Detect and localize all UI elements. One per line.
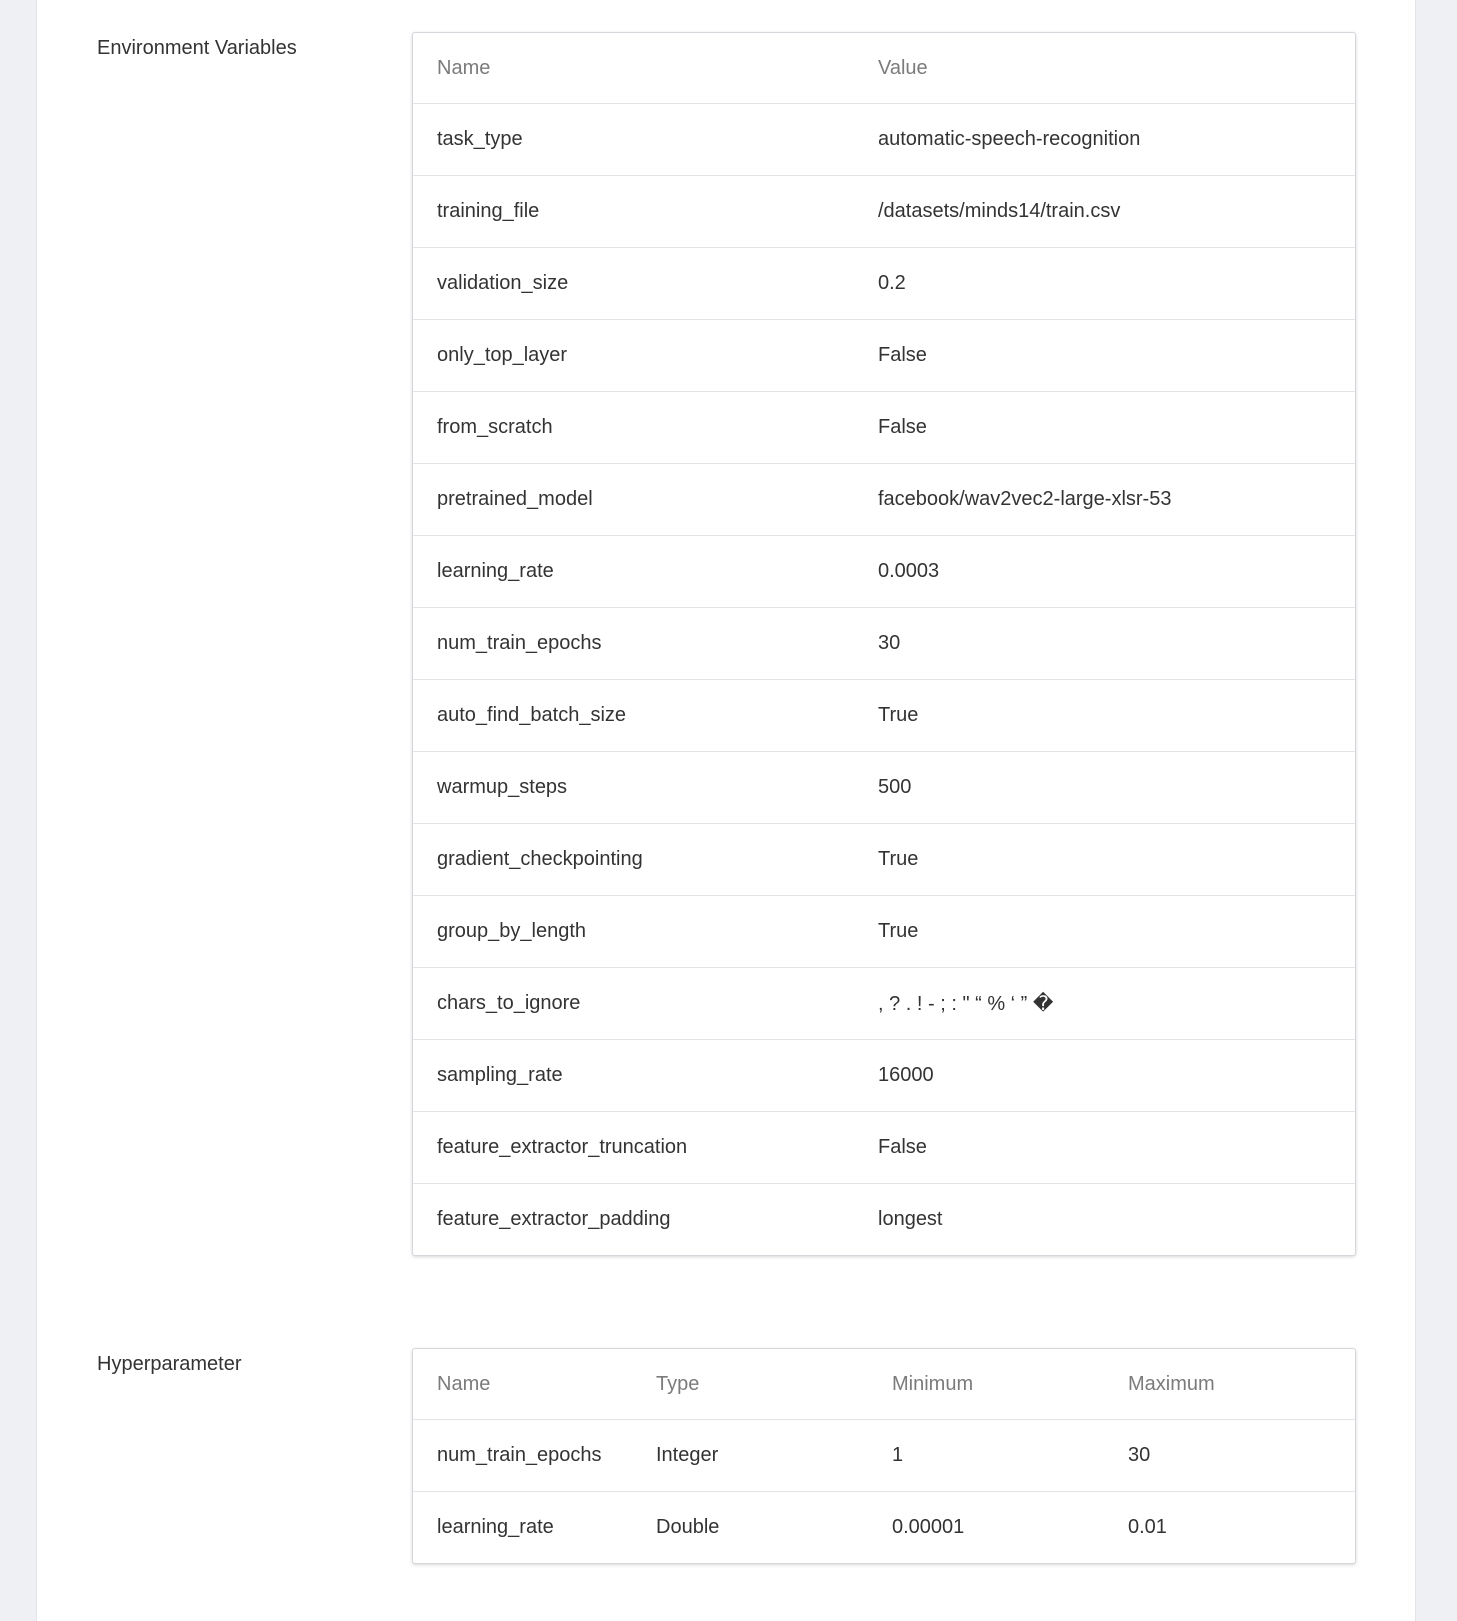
env-var-value: longest bbox=[878, 1208, 943, 1230]
env-var-name: validation_size bbox=[413, 248, 854, 320]
hyper-header-minimum: Minimum bbox=[868, 1349, 1104, 1420]
env-var-value: 30 bbox=[854, 608, 1355, 680]
hyperparameter-section-label: Hyperparameter bbox=[97, 1353, 242, 1375]
hyperparameter-minimum: 0.00001 bbox=[892, 1516, 965, 1538]
env-var-value: automatic-speech-recognition bbox=[854, 104, 1355, 176]
hyperparameter-name: num_train_epochs bbox=[413, 1420, 632, 1492]
env-var-name: feature_extractor_padding bbox=[437, 1208, 671, 1230]
env-var-name: only_top_layer bbox=[413, 320, 854, 392]
hyperparameter-type: Double bbox=[656, 1516, 720, 1538]
table-row bbox=[413, 536, 1355, 608]
table-row bbox=[413, 104, 1355, 176]
table-row bbox=[413, 896, 1355, 968]
env-var-value: True bbox=[854, 824, 1355, 896]
hyperparameter-maximum: 30 bbox=[1104, 1420, 1355, 1492]
hyperparameter-table-card bbox=[412, 1348, 1356, 1564]
content-panel bbox=[36, 0, 1416, 1621]
env-var-value: 0.2 bbox=[854, 248, 1355, 320]
env-var-value: facebook/wav2vec2-large-xlsr-53 bbox=[854, 464, 1355, 536]
env-var-name: learning_rate bbox=[413, 536, 854, 608]
hyperparameter-maximum: 0.01 bbox=[1128, 1516, 1167, 1538]
table-row bbox=[413, 392, 1355, 464]
table-row bbox=[413, 464, 1355, 536]
table-row bbox=[413, 1184, 1355, 1256]
hyperparameter-table bbox=[413, 1349, 1355, 1563]
env-var-name: task_type bbox=[413, 104, 854, 176]
hyper-header-type: Type bbox=[632, 1349, 868, 1420]
env-var-value: False bbox=[854, 320, 1355, 392]
env-var-name: num_train_epochs bbox=[413, 608, 854, 680]
env-var-name: training_file bbox=[413, 176, 854, 248]
env-var-value: 16000 bbox=[854, 1040, 1355, 1112]
env-var-name: feature_extractor_truncation bbox=[413, 1112, 854, 1184]
env-var-name: pretrained_model bbox=[413, 464, 854, 536]
env-section-label: Environment Variables bbox=[97, 37, 297, 59]
table-row bbox=[413, 680, 1355, 752]
env-var-name: sampling_rate bbox=[413, 1040, 854, 1112]
env-variables-table-card bbox=[412, 32, 1356, 1256]
table-row bbox=[413, 824, 1355, 896]
table-row bbox=[413, 1112, 1355, 1184]
table-row bbox=[413, 1420, 1355, 1492]
env-header-name: Name bbox=[413, 33, 854, 104]
hyper-header-maximum: Maximum bbox=[1104, 1349, 1355, 1420]
env-var-name: group_by_length bbox=[413, 896, 854, 968]
env-var-value: True bbox=[854, 680, 1355, 752]
env-table-header-row bbox=[413, 33, 1355, 104]
hyper-header-name: Name bbox=[413, 1349, 632, 1420]
env-var-value: 0.0003 bbox=[854, 536, 1355, 608]
hyperparameter-minimum: 1 bbox=[868, 1420, 1104, 1492]
hyperparameter-type: Integer bbox=[632, 1420, 868, 1492]
env-var-value: , ? . ! - ; : " “ % ‘ ” � bbox=[854, 968, 1355, 1040]
env-var-value: 500 bbox=[854, 752, 1355, 824]
table-row bbox=[413, 1040, 1355, 1112]
env-var-value: False bbox=[854, 392, 1355, 464]
env-var-name: from_scratch bbox=[413, 392, 854, 464]
table-row bbox=[413, 248, 1355, 320]
env-var-name: auto_find_batch_size bbox=[413, 680, 854, 752]
hyperparameter-name: learning_rate bbox=[437, 1516, 554, 1538]
table-row bbox=[413, 968, 1355, 1040]
table-row bbox=[413, 1492, 1355, 1564]
table-row bbox=[413, 176, 1355, 248]
env-var-value: True bbox=[854, 896, 1355, 968]
hyperparameter-header-row bbox=[413, 1349, 1355, 1420]
env-var-value: /datasets/minds14/train.csv bbox=[854, 176, 1355, 248]
table-row bbox=[413, 608, 1355, 680]
table-row bbox=[413, 320, 1355, 392]
env-var-name: chars_to_ignore bbox=[413, 968, 854, 1040]
env-header-value: Value bbox=[854, 33, 1355, 104]
env-var-name: warmup_steps bbox=[413, 752, 854, 824]
env-var-value: False bbox=[854, 1112, 1355, 1184]
env-variables-table bbox=[413, 33, 1355, 1255]
table-row bbox=[413, 752, 1355, 824]
env-var-name: gradient_checkpointing bbox=[413, 824, 854, 896]
